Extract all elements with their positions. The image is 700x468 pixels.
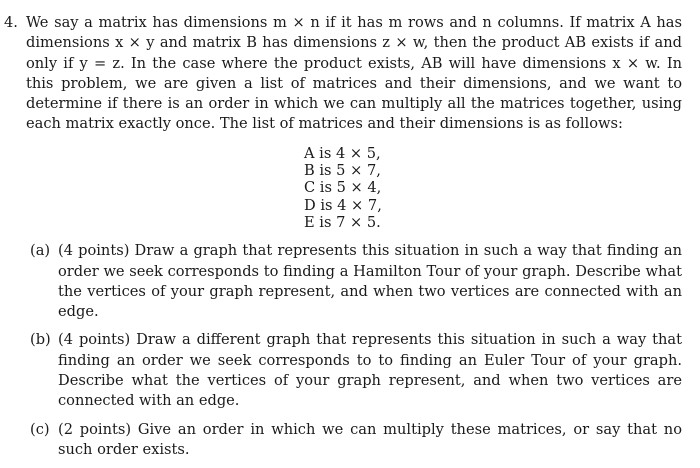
part-b-text: (4 points) Draw a different graph that represents this situation in such a way that finding an order we seek corresponds to to finding an Euler Tour of your graph. Describe what the vertices of your graph represent, and when two vertices are connected with an edge. xyxy=(58,331,682,410)
problem-number: 4. xyxy=(4,14,18,31)
matrix-item-d: D is 4 × 7, xyxy=(304,196,382,214)
part-b xyxy=(26,330,682,411)
part-b-label: (b) xyxy=(30,331,51,349)
problem-4 xyxy=(4,13,682,468)
part-a-label: (a) xyxy=(30,242,51,260)
part-c-text: (2 points) Give an order in which we can multiply these matrices, or say that no such order exists. xyxy=(58,420,682,458)
matrix-item-b: B is 5 × 7, xyxy=(304,162,381,180)
part-a xyxy=(26,241,682,322)
problem-parts xyxy=(26,241,682,460)
matrix-item-e: E is 7 × 5. xyxy=(304,213,381,231)
problem-body xyxy=(26,13,682,468)
part-c-label: (c) xyxy=(30,420,50,438)
problem-intro: We say a matrix has dimensions m × n if it has m rows and n columns. If matrix A has dimensions x × y and matrix B has dimensions z × w, then the product AB exists if and only if y = z. In the case where the product exists, AB will have dimensions x × w. In this problem, we are given a list of matrices and their dimensions, and we want to determine if there is an order in which we can multiply all the matrices together, using each matrix exactly once. The list of matrices and their dimensions is as follows: xyxy=(26,14,682,133)
matrix-item-a: A is 4 × 5, xyxy=(304,144,381,162)
part-c xyxy=(26,420,682,461)
matrix-item-c: C is 5 × 4, xyxy=(304,179,382,197)
matrix-list xyxy=(26,145,682,231)
part-a-text: (4 points) Draw a graph that represents this situation in such a way that finding an order we seek corresponds to finding a Hamilton Tour of your graph. Describe what the vertices of your graph represent, and when two vertices are connected with an edge. xyxy=(58,242,682,321)
